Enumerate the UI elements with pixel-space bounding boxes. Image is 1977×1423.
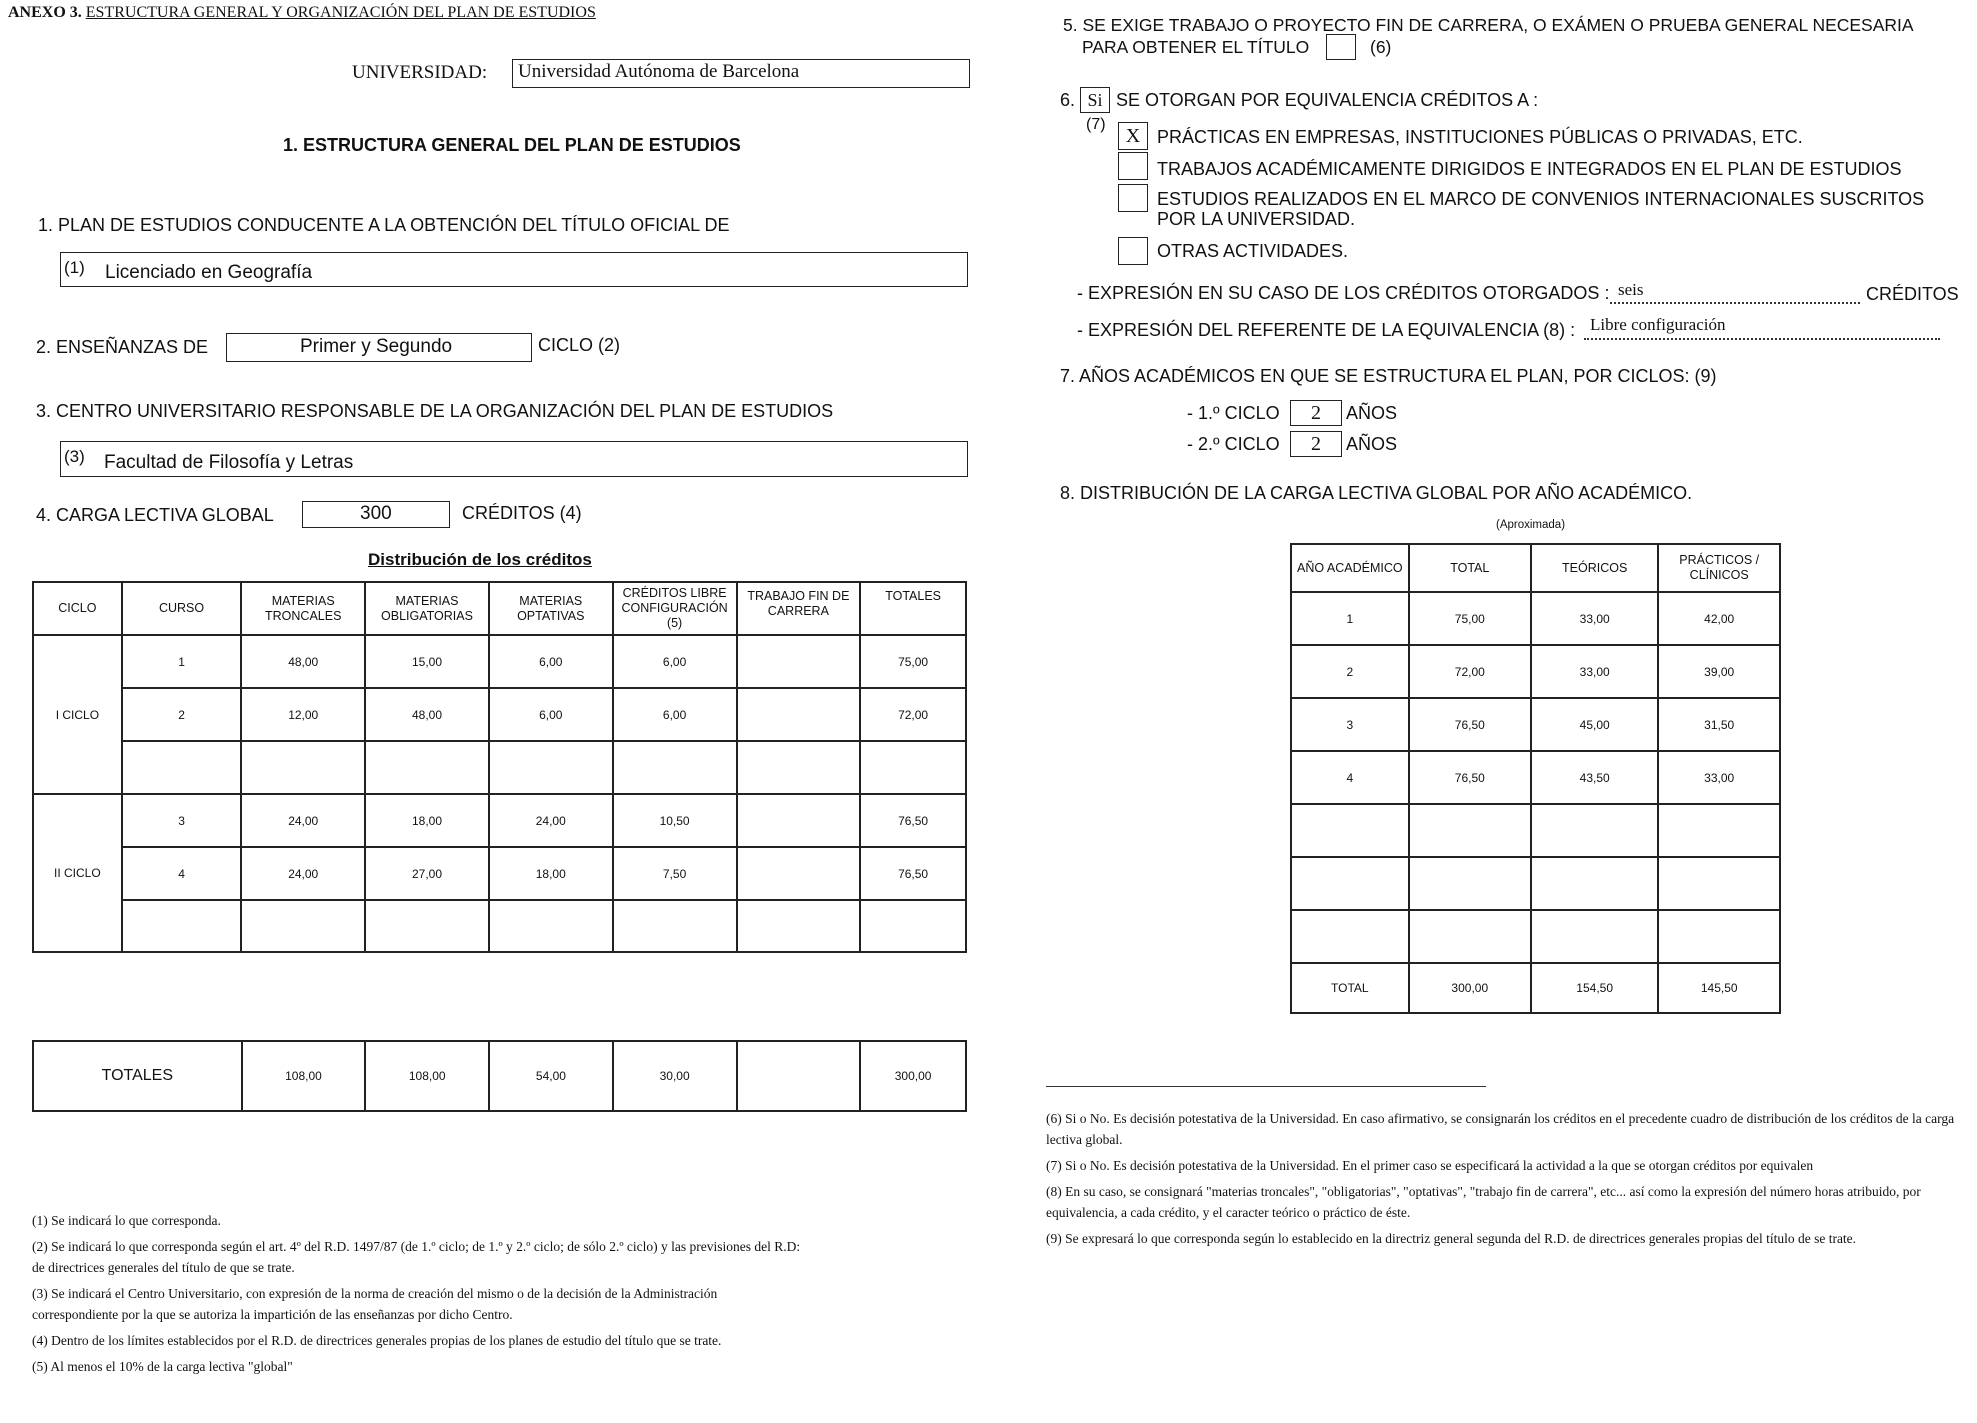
col-header-totales: TOTALES xyxy=(860,582,966,635)
option-convenios-label: ESTUDIOS REALIZADOS EN EL MARCO DE CONVENIOS INTERNACIONALES SUSCRITOS xyxy=(1157,189,1925,209)
table-cell: 6,00 xyxy=(489,688,613,741)
ciclo2-years-field: 2 xyxy=(1290,431,1342,457)
footnote-5: (5) Al menos el 10% de la carga lectiva "global" xyxy=(32,1359,293,1374)
table-cell: 75,00 xyxy=(1409,592,1531,645)
table-cell: 7,50 xyxy=(613,847,737,900)
footnotes-left xyxy=(32,1210,802,1382)
item6-label: SE OTORGAN POR EQUIVALENCIA CRÉDITOS A : xyxy=(1116,90,1539,110)
table-cell xyxy=(860,900,966,952)
table-cell xyxy=(737,688,861,741)
annex-title: ESTRUCTURA GENERAL Y ORGANIZACIÓN DEL PLAN DE ESTUDIOS xyxy=(85,4,596,21)
table-cell xyxy=(1658,910,1780,963)
table-cell: 76,50 xyxy=(1409,698,1531,751)
item8-note: (Aproximada) xyxy=(1496,519,1566,531)
item4-value: 300 xyxy=(360,503,392,524)
footnote-8: (8) En su caso, se consignará "materias troncales", "obligatorias", "optativas", "trabajo fin de carrera", etc... así como la expresión del número horas atribuido, por equivalencia, a cada crédito, y el caracter teórico o práctico de éste. xyxy=(1046,1184,1921,1220)
table-cell xyxy=(1531,804,1658,857)
table-cell: 18,00 xyxy=(489,847,613,900)
table-row xyxy=(1291,910,1780,963)
footnote-2: (2) Se indicará lo que corresponda según el art. 4º del R.D. 1497/87 (de 1.º ciclo; de 1.º y 2.º ciclo; de sólo 2.º ciclo) y las previsiones del R.D: de directrices generales del título de que se trate. xyxy=(32,1239,801,1275)
ciclo-2-cell: II CICLO xyxy=(33,794,122,952)
table-cell xyxy=(737,847,861,900)
year-total-row xyxy=(1291,963,1780,1013)
expr1-dotted-line xyxy=(1610,302,1860,304)
section-title: 1. ESTRUCTURA GENERAL DEL PLAN DE ESTUDIOS xyxy=(283,135,741,155)
item1-value: Licenciado en Geografía xyxy=(105,262,313,283)
ciclo2-years-label: AÑOS xyxy=(1346,434,1398,454)
item4-suffix: CRÉDITOS (4) xyxy=(462,503,582,523)
table-cell xyxy=(122,900,242,952)
expr1-label: - EXPRESIÓN EN SU CASO DE LOS CRÉDITOS OTORGADOS : xyxy=(1077,283,1610,303)
table-cell: 3 xyxy=(122,794,242,847)
totals-row xyxy=(33,1041,966,1111)
table-cell xyxy=(613,741,737,794)
table-cell: 54,00 xyxy=(489,1041,613,1111)
table-cell: 30,00 xyxy=(613,1041,737,1111)
year-distribution-table xyxy=(1290,543,1781,1014)
table-row xyxy=(33,794,966,847)
table-cell xyxy=(1291,910,1409,963)
table-cell: 76,50 xyxy=(860,794,966,847)
annex-heading xyxy=(8,4,596,22)
credits-table xyxy=(32,581,967,953)
item3-value: Facultad de Filosofía y Letras xyxy=(104,452,354,473)
table-row xyxy=(33,741,966,794)
table-cell: 4 xyxy=(122,847,242,900)
item8-label: 8. DISTRIBUCIÓN DE LA CARGA LECTIVA GLOBAL POR AÑO ACADÉMICO. xyxy=(1060,483,1693,503)
option-otras-checkbox xyxy=(1118,237,1148,265)
table-cell: 3 xyxy=(1291,698,1409,751)
table-cell: 39,00 xyxy=(1658,645,1780,698)
table-cell: 24,00 xyxy=(489,794,613,847)
item2-suffix: CICLO (2) xyxy=(538,335,621,355)
table-cell xyxy=(122,741,242,794)
table-row xyxy=(33,635,966,688)
table-cell: 10,50 xyxy=(613,794,737,847)
table-row xyxy=(1291,751,1780,804)
item4-label: 4. CARGA LECTIVA GLOBAL xyxy=(36,505,274,525)
option-practicas-label: PRÁCTICAS EN EMPRESAS, INSTITUCIONES PÚBLICAS O PRIVADAS, ETC. xyxy=(1157,127,1803,147)
option-trabajos-checkbox xyxy=(1118,152,1148,180)
university-value: Universidad Autónoma de Barcelona xyxy=(518,61,800,82)
expr2-dotted-line xyxy=(1584,338,1940,340)
table-cell: 300,00 xyxy=(1409,963,1531,1013)
table-row xyxy=(1291,804,1780,857)
ciclo1-label: - 1.º CICLO xyxy=(1187,403,1280,423)
university-label: UNIVERSIDAD: xyxy=(352,62,488,83)
col-header-obligatorias: MATERIAS OBLIGATORIAS xyxy=(365,582,489,635)
table-cell xyxy=(1409,804,1531,857)
table-cell: 33,00 xyxy=(1658,751,1780,804)
ciclo-1-cell: I CICLO xyxy=(33,635,122,794)
table-cell: 4 xyxy=(1291,751,1409,804)
credits-totals-table xyxy=(32,1040,967,1112)
table-cell: 18,00 xyxy=(365,794,489,847)
table-cell xyxy=(1409,910,1531,963)
table-cell: 2 xyxy=(122,688,242,741)
table-cell: 48,00 xyxy=(241,635,365,688)
table-cell xyxy=(1409,857,1531,910)
annex-prefix: ANEXO 3. xyxy=(8,4,82,21)
table-cell: 76,50 xyxy=(1409,751,1531,804)
table-cell: 33,00 xyxy=(1531,592,1658,645)
footnote-7: (7) Si o No. Es decisión potestativa de la Universidad. En el primer caso se especificará la actividad a la que se otorgan créditos por equivalen xyxy=(1046,1158,1814,1173)
table-cell xyxy=(1658,804,1780,857)
col-header-ciclo: CICLO xyxy=(33,582,122,635)
col-header-trabajo-fin: TRABAJO FIN DE CARRERA xyxy=(737,582,861,635)
col-header-curso: CURSO xyxy=(122,582,242,635)
table-cell xyxy=(1531,857,1658,910)
ciclo1-years-label: AÑOS xyxy=(1346,403,1398,423)
table-cell: 43,50 xyxy=(1531,751,1658,804)
table-cell: 75,00 xyxy=(860,635,966,688)
table-row xyxy=(33,847,966,900)
col-header-teoricos: TEÓRICOS xyxy=(1531,544,1658,592)
option-otras-label: OTRAS ACTIVIDADES. xyxy=(1157,241,1349,261)
option-convenios-label2: POR LA UNIVERSIDAD. xyxy=(1157,209,1356,229)
col-header-libre-config: CRÉDITOS LIBRE CONFIGURACIÓN (5) xyxy=(613,582,737,635)
table-cell: 24,00 xyxy=(241,847,365,900)
table-row xyxy=(1291,857,1780,910)
table-cell: 6,00 xyxy=(613,635,737,688)
item2-label: 2. ENSEÑANZAS DE xyxy=(36,337,209,357)
ciclo1-years-field: 2 xyxy=(1290,400,1342,426)
table-cell: 45,00 xyxy=(1531,698,1658,751)
footnote-3: (3) Se indicará el Centro Universitario, con expresión de la norma de creación del mismo o de la decisión de la Administración correspondiente por la que se autoriza la impartición de las enseñanzas por dicho Centro. xyxy=(32,1286,718,1322)
table-cell xyxy=(1291,857,1409,910)
item5-line1: 5. SE EXIGE TRABAJO O PROYECTO FIN DE CARRERA, O EXÁMEN O PRUEBA GENERAL NECESARIA xyxy=(1063,15,1914,35)
table-row xyxy=(1291,592,1780,645)
table-cell xyxy=(1291,804,1409,857)
footnote-4: (4) Dentro de los límites establecidos por el R.D. de directrices generales propias de los planes de estudio del título que se trate. xyxy=(32,1333,722,1348)
col-header-total: TOTAL xyxy=(1409,544,1531,592)
year-total-label: TOTAL xyxy=(1291,963,1409,1013)
table-cell: 27,00 xyxy=(365,847,489,900)
table-cell: 24,00 xyxy=(241,794,365,847)
footnote-9: (9) Se expresará lo que corresponda según lo establecido en la directriz general segunda del R.D. de directrices generales propias del título de se trate. xyxy=(1046,1231,1857,1246)
table-cell: 6,00 xyxy=(489,635,613,688)
table-cell xyxy=(241,741,365,794)
table-cell xyxy=(365,741,489,794)
item5-ref: (6) xyxy=(1370,37,1392,57)
table-cell: 108,00 xyxy=(365,1041,489,1111)
col-header-optativas: MATERIAS OPTATIVAS xyxy=(489,582,613,635)
table-cell xyxy=(489,741,613,794)
expr1-suffix: CRÉDITOS xyxy=(1866,284,1959,304)
table-cell: 72,00 xyxy=(1409,645,1531,698)
option-convenios-checkbox xyxy=(1118,184,1148,212)
col-header-practicos: PRÁCTICOS / CLÍNICOS xyxy=(1658,544,1780,592)
table-cell: 33,00 xyxy=(1531,645,1658,698)
item3-ref: (3) xyxy=(64,447,85,466)
item6-prefix: 6. xyxy=(1060,90,1076,110)
credits-table-title: Distribución de los créditos xyxy=(368,550,592,569)
year-header-row xyxy=(1291,544,1780,592)
table-cell: 42,00 xyxy=(1658,592,1780,645)
table-cell: 15,00 xyxy=(365,635,489,688)
table-cell: 154,50 xyxy=(1531,963,1658,1013)
table-cell xyxy=(365,900,489,952)
table-cell xyxy=(1531,910,1658,963)
table-cell: 1 xyxy=(122,635,242,688)
item3-label: 3. CENTRO UNIVERSITARIO RESPONSABLE DE LA ORGANIZACIÓN DEL PLAN DE ESTUDIOS xyxy=(36,401,834,421)
table-cell: 300,00 xyxy=(860,1041,966,1111)
footnotes-right xyxy=(1046,1108,1971,1254)
table-cell xyxy=(489,900,613,952)
table-cell xyxy=(1658,857,1780,910)
table-cell: 108,00 xyxy=(242,1041,366,1111)
table-row xyxy=(1291,645,1780,698)
item5-line2: PARA OBTENER EL TÍTULO xyxy=(1082,37,1310,57)
item1-label: 1. PLAN DE ESTUDIOS CONDUCENTE A LA OBTENCIÓN DEL TÍTULO OFICIAL DE xyxy=(38,215,730,235)
totals-label: TOTALES xyxy=(33,1041,242,1111)
table-cell xyxy=(737,1041,861,1111)
ciclo2-label: - 2.º CICLO xyxy=(1187,434,1280,454)
item6-checkbox: Si xyxy=(1080,87,1110,113)
table-row xyxy=(1291,698,1780,751)
table-cell xyxy=(737,635,861,688)
option-trabajos-label: TRABAJOS ACADÉMICAMENTE DIRIGIDOS E INTEGRADOS EN EL PLAN DE ESTUDIOS xyxy=(1157,159,1902,179)
table-cell xyxy=(737,794,861,847)
table-cell: 6,00 xyxy=(613,688,737,741)
table-row xyxy=(33,900,966,952)
footnote-6: (6) Si o No. Es decisión potestativa de la Universidad. En caso afirmativo, se consignarán los créditos en el precedente cuadro de distribución de los créditos de la carga lectiva global. xyxy=(1046,1111,1955,1147)
table-cell: 48,00 xyxy=(365,688,489,741)
table-cell: 31,50 xyxy=(1658,698,1780,751)
option-practicas-checkbox: X xyxy=(1118,122,1148,150)
col-header-troncales: MATERIAS TRONCALES xyxy=(241,582,365,635)
item1-ref: (1) xyxy=(64,258,85,277)
table-cell: 12,00 xyxy=(241,688,365,741)
footnote-1: (1) Se indicará lo que corresponda. xyxy=(32,1213,221,1228)
table-cell xyxy=(860,741,966,794)
table-cell: 145,50 xyxy=(1658,963,1780,1013)
item7-label: 7. AÑOS ACADÉMICOS EN QUE SE ESTRUCTURA EL PLAN, POR CICLOS: (9) xyxy=(1060,366,1717,386)
table-cell xyxy=(241,900,365,952)
table-row xyxy=(33,688,966,741)
table-cell xyxy=(737,741,861,794)
item6-ref: (7) xyxy=(1086,116,1106,133)
table-cell: 72,00 xyxy=(860,688,966,741)
table-cell xyxy=(613,900,737,952)
table-cell: 2 xyxy=(1291,645,1409,698)
credits-header-row xyxy=(33,582,966,635)
expr2-value: Libre configuración xyxy=(1590,315,1726,334)
item2-value: Primer y Segundo xyxy=(300,336,453,357)
table-cell: 1 xyxy=(1291,592,1409,645)
expr1-value: seis xyxy=(1618,280,1644,299)
expr2-label: - EXPRESIÓN DEL REFERENTE DE LA EQUIVALENCIA (8) : xyxy=(1077,320,1576,340)
item5-checkbox xyxy=(1326,34,1356,60)
footnote-divider xyxy=(1046,1086,1486,1087)
table-cell xyxy=(737,900,861,952)
col-header-ano: AÑO ACADÉMICO xyxy=(1291,544,1409,592)
table-cell: 76,50 xyxy=(860,847,966,900)
